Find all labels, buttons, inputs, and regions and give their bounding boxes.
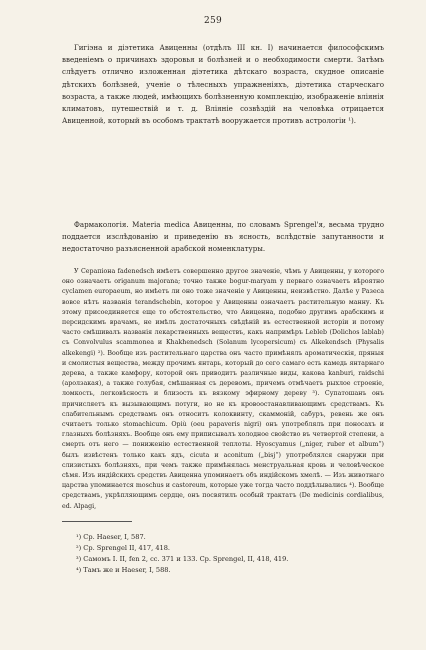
footnotes	[76, 532, 376, 576]
paragraph-hygiene: Гигіэна и діэтетика Авиценны (отдѣлъ III кн. I) начинается философскимъ введеніемъ о причинахъ здоровья и болѣзней и о необходимости смерти. Затѣмъ слѣдуетъ отлично изложенная діэтетика дѣтскаго возраста, скудное описаніе дѣтскихъ болѣзней, ученіе о тѣлесныхъ упражненіяхъ, діэтетика старческаго возраста, а также людей, имѣющихъ болѣзненную комплекцію, изображеніе вліянія климатовъ, путешествій и т. д. Вліяніе созвѣздій на человѣка отрицается Авиценной, который въ особомъ трактатѣ вооружается противъ астрологіи ¹).	[62, 43, 384, 126]
paragraph-pharmacology: Фармакологія. Materia medica Авиценны, по словамъ Sprengel'я, весьма трудно поддается изслѣдованію и приведенію въ ясность, вслѣдствіе запутанности и недостаточно разъясненной арабской номенклатуры.	[62, 220, 384, 254]
paragraph-materia-medica: У Серапіона fadenedsch имѣетъ совершенно другое значеніе, чѣмъ у Авиценны, у которого оно означаетъ origanum majorana; точно также bogur-maryam у перваго означаетъ вѣроятно cyclamen europaeum, но имѣетъ ли оно тоже значеніе у Авиценны, неизвѣстно. Далѣе у Разеса вовсе нѣтъ названія terandschebin, которое у Авиценны означаетъ растительную манну. Къ этому присоединяется еще то обстоятельство, что Авиценна, подобно другимъ арабскимъ и персидскимъ врачамъ, не имѣлъ достаточныхъ свѣдѣній въ естественной исторіи и потому часто смѣшивалъ названія лекарственныхъ веществъ, какъ напримѣръ Lebleb (Dolichos lablab) съ Convolvulus scammonea и Khakhenedsch (Solanum lycopersicum) съ Alkekendsch (Physalis alkekengi) ²). Вообще изъ растительнаго царства онъ часто примѣнялъ ароматическія, пряныя и смолистыя вещества, между прочимъ янтарь, который до сего самаго есть камедь янтарнаго дерева, а также камфору, которой онъ приводитъ различные виды, какова kanburi, raidschi (аролзакая), а также голубая, смѣшанная съ деревомъ, причемъ отмѣчаетъ рыхлое строеніе, ломкость, легковѣсность и близость къ вязкому эфирному дереву ³). Супатошанъ онъ причисляетъ къ вызывающимъ потуги, но не къ кровоостанавливающимъ средствамъ. Къ слабительнымъ средствамъ онъ относитъ колоквинту, скаммоній, сабуръ, ревень же онъ считаетъ только stomachicum. Opiù (oeu papaveris nigri) онъ употреблялъ при поносахъ и глазныхъ болѣзняхъ. Вообще онъ ему приписывалъ холодное свойство въ четвертой степени, а смерть отъ него — пониженію естественной теплоты. Hyoscyamus („niger, ruber et album“) былъ извѣстенъ только какъ ядъ, cicuta и aconitum („bisj“) употреблялся снаружи при слизистыхъ болѣзняхъ, при чемъ также примѣнялась менструальная кровь и человѣческое сѣмя. Изъ индійскихъ средствъ Авиценна упоминаетъ объ индійскомъ хмелѣ. — Изъ животнаго царства упоминается moschus и castoreum, которые уже тогда часто поддѣлывались ⁴). Вообще средствамъ, укрѣпляющимъ сердце, онъ посвятилъ особый трактатъ (De medicinis cordialibus, ed. Alpagi,	[62, 268, 384, 510]
footnote-4: ⁴) Тамъ же и Haeser, I, 588.	[76, 565, 171, 574]
page-number: 259	[203, 16, 223, 26]
footnote-1: ¹) Cp. Haeser, I, 587.	[76, 533, 146, 541]
footnote-divider	[62, 521, 132, 522]
footnote-3: ³) Самомъ I. II, fen 2, cc. 371 и 133. Cp. Sprengel, II, 418, 419.	[76, 554, 289, 563]
footnote-2: ²) Cp. Sprengel II, 417, 418.	[76, 543, 170, 552]
